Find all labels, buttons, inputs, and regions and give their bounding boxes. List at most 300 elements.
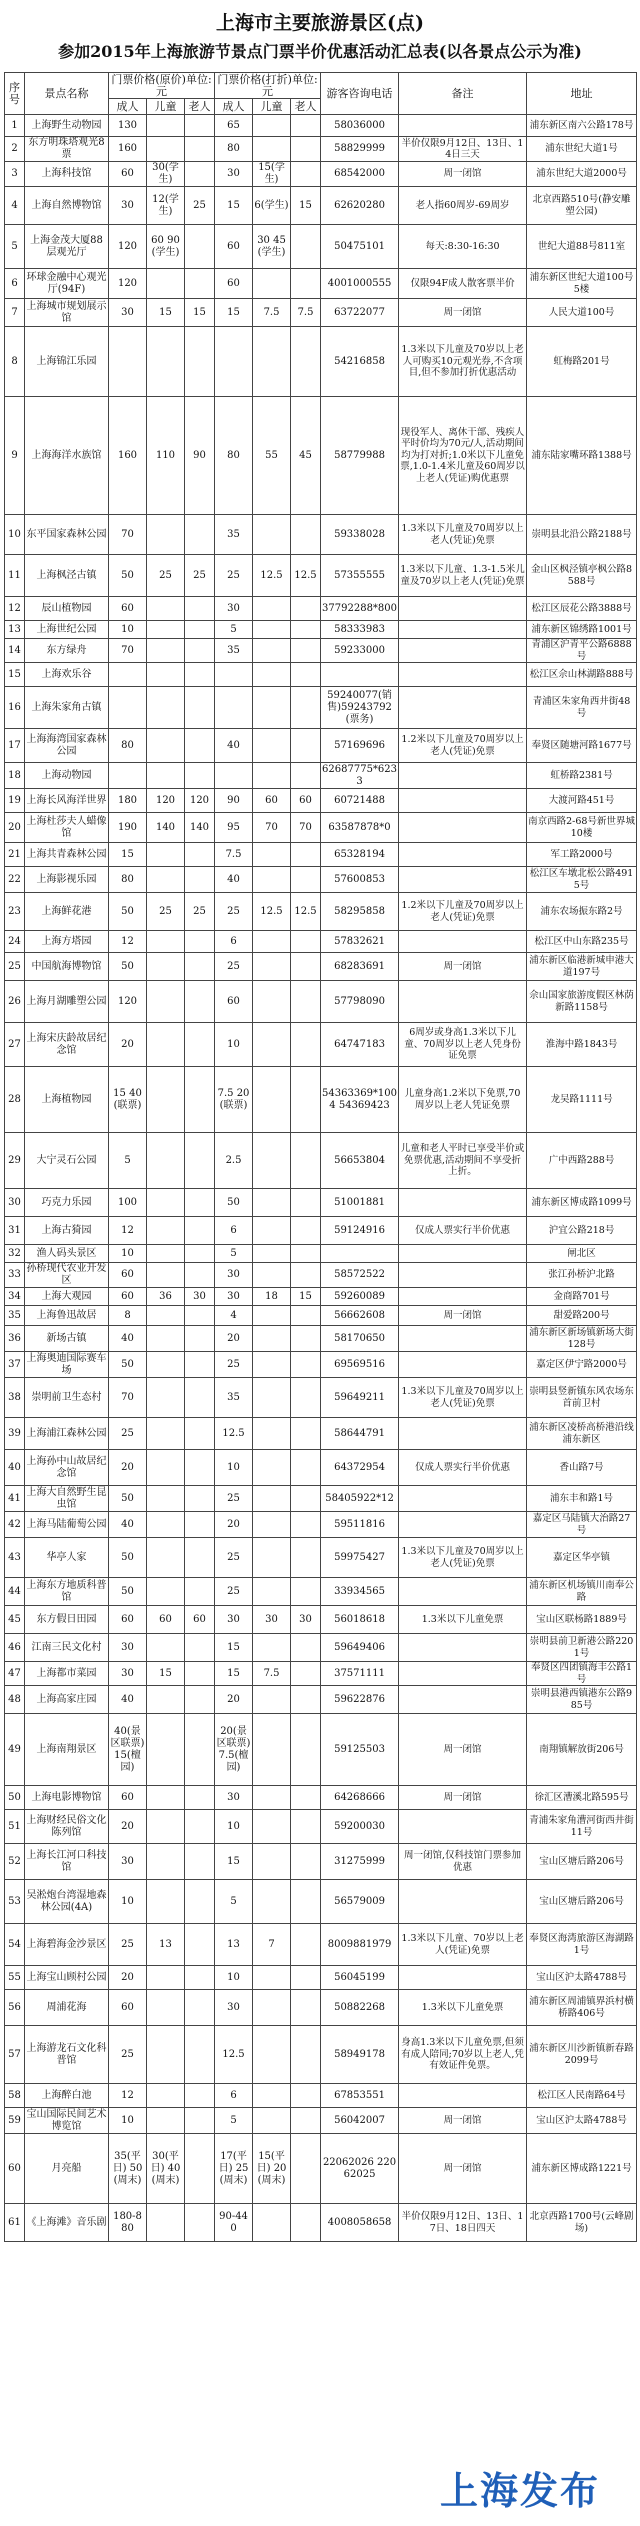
cell-orig-senior xyxy=(185,2026,215,2084)
cell-disc-senior xyxy=(291,2084,321,2108)
cell-disc-senior xyxy=(291,867,321,893)
table-row xyxy=(5,687,637,729)
table-row xyxy=(5,1844,637,1880)
cell-phone: 50882268 xyxy=(321,1990,399,2026)
cell-note: 老人指60周岁-69周岁 xyxy=(399,187,527,225)
cell-disc-child xyxy=(253,867,291,893)
cell-phone: 69569516 xyxy=(321,1352,399,1378)
cell-orig-senior xyxy=(185,1326,215,1352)
cell-orig-adult xyxy=(109,663,147,687)
cell-orig-senior xyxy=(185,1306,215,1326)
cell-disc-child xyxy=(253,1263,291,1288)
cell-orig-senior: 30 xyxy=(185,1288,215,1306)
cell-orig-senior xyxy=(185,687,215,729)
cell-disc-senior xyxy=(291,137,321,162)
cell-note: 1.3米以下儿童免票 xyxy=(399,1606,527,1634)
cell-disc-child xyxy=(253,2084,291,2108)
cell-disc-senior xyxy=(291,1378,321,1418)
cell-disc-adult: 20 xyxy=(215,1326,253,1352)
cell-orig-senior xyxy=(185,639,215,663)
cell-name: 东方假日田园 xyxy=(25,1606,109,1634)
cell-note: 1.2米以下儿童及70周岁以上老人(凭证)免票 xyxy=(399,729,527,763)
cell-disc-adult xyxy=(215,327,253,397)
cell-no: 6 xyxy=(5,269,25,299)
cell-orig-senior xyxy=(185,663,215,687)
cell-disc-child xyxy=(253,621,291,639)
cell-no: 17 xyxy=(5,729,25,763)
brand-watermark: 上海发布 xyxy=(439,2469,600,2513)
cell-note: 周一闭馆 xyxy=(399,2108,527,2134)
cell-phone: 56045199 xyxy=(321,1966,399,1990)
table-row xyxy=(5,1288,637,1306)
header-name: 景点名称 xyxy=(25,73,109,115)
cell-no: 58 xyxy=(5,2084,25,2108)
cell-note: 每天:8:30-16:30 xyxy=(399,225,527,269)
cell-orig-senior xyxy=(185,1512,215,1538)
cell-orig-adult: 70 xyxy=(109,639,147,663)
cell-orig-child xyxy=(147,2084,185,2108)
cell-phone: 58779988 xyxy=(321,397,399,515)
cell-orig-adult: 15 40(联票) xyxy=(109,1067,147,1133)
cell-disc-senior: 60 xyxy=(291,789,321,813)
cell-no: 30 xyxy=(5,1189,25,1217)
cell-no: 10 xyxy=(5,515,25,555)
cell-note: 半价仅限9月12日、13日、17日、18日四天 xyxy=(399,2204,527,2242)
cell-note: 1.3米以下儿童、70岁以上老人(凭证)免票 xyxy=(399,1924,527,1966)
cell-addr: 浦东陆家嘴环路1388号 xyxy=(527,397,637,515)
table-row xyxy=(5,397,637,515)
cell-addr: 松江区佘山林湖路888号 xyxy=(527,663,637,687)
cell-phone: 64372954 xyxy=(321,1450,399,1486)
cell-note xyxy=(399,1352,527,1378)
cell-disc-child xyxy=(253,1326,291,1352)
cell-note: 1.3米以下儿童及70周岁以上老人(凭证)免票 xyxy=(399,1538,527,1578)
cell-disc-adult: 20(景区联票) 7.5(檀园) xyxy=(215,1714,253,1786)
cell-disc-senior xyxy=(291,1450,321,1486)
cell-disc-adult: 40 xyxy=(215,729,253,763)
table-row xyxy=(5,1662,637,1686)
cell-phone: 59649211 xyxy=(321,1378,399,1418)
cell-no: 60 xyxy=(5,2134,25,2204)
cell-no: 18 xyxy=(5,763,25,789)
table-row xyxy=(5,931,637,953)
cell-orig-adult: 60 xyxy=(109,1990,147,2026)
cell-disc-child: 12.5 xyxy=(253,893,291,931)
cell-name: 华亭人家 xyxy=(25,1538,109,1578)
cell-no: 33 xyxy=(5,1263,25,1288)
cell-phone: 8009881979 xyxy=(321,1924,399,1966)
cell-orig-senior xyxy=(185,1924,215,1966)
cell-orig-child xyxy=(147,1352,185,1378)
cell-phone: 22062026 22062025 xyxy=(321,2134,399,2204)
cell-name: 上海游龙石文化科普馆 xyxy=(25,2026,109,2084)
cell-orig-child xyxy=(147,1263,185,1288)
cell-no: 37 xyxy=(5,1352,25,1378)
cell-orig-senior xyxy=(185,1786,215,1810)
cell-disc-adult: 15 xyxy=(215,187,253,225)
cell-orig-adult: 60 xyxy=(109,597,147,621)
cell-addr: 宝山区沪太路4788号 xyxy=(527,2108,637,2134)
cell-orig-adult: 5 xyxy=(109,1133,147,1189)
cell-disc-adult: 90-440 xyxy=(215,2204,253,2242)
cell-note xyxy=(399,597,527,621)
cell-disc-senior: 15 xyxy=(291,187,321,225)
cell-orig-adult: 20 xyxy=(109,1023,147,1067)
cell-orig-child: 25 xyxy=(147,893,185,931)
cell-addr: 虹梅路201号 xyxy=(527,327,637,397)
cell-orig-adult: 10 xyxy=(109,621,147,639)
cell-orig-child xyxy=(147,1189,185,1217)
cell-phone: 4008058658 xyxy=(321,2204,399,2242)
cell-addr: 淮海中路1843号 xyxy=(527,1023,637,1067)
cell-disc-senior xyxy=(291,931,321,953)
cell-disc-senior xyxy=(291,269,321,299)
cell-orig-adult: 60 xyxy=(109,1786,147,1810)
cell-disc-senior xyxy=(291,162,321,187)
discount-table xyxy=(4,72,637,2242)
cell-phone: 56662608 xyxy=(321,1306,399,1326)
cell-phone: 57355555 xyxy=(321,555,399,597)
cell-addr: 崇明县竖新镇东风农场东首前卫村 xyxy=(527,1378,637,1418)
cell-orig-child xyxy=(147,1023,185,1067)
cell-disc-child xyxy=(253,1714,291,1786)
cell-no: 38 xyxy=(5,1378,25,1418)
table-row xyxy=(5,1538,637,1578)
cell-orig-senior xyxy=(185,1486,215,1512)
cell-addr: 龙吴路1111号 xyxy=(527,1067,637,1133)
cell-note xyxy=(399,981,527,1023)
cell-orig-child xyxy=(147,1880,185,1924)
cell-no: 22 xyxy=(5,867,25,893)
cell-disc-senior xyxy=(291,1786,321,1810)
cell-orig-senior xyxy=(185,1189,215,1217)
cell-disc-child xyxy=(253,1966,291,1990)
cell-disc-child: 30 45(学生) xyxy=(253,225,291,269)
cell-no: 12 xyxy=(5,597,25,621)
cell-no: 52 xyxy=(5,1844,25,1880)
cell-note xyxy=(399,763,527,789)
table-row xyxy=(5,137,637,162)
cell-disc-senior xyxy=(291,1352,321,1378)
cell-no: 1 xyxy=(5,115,25,137)
cell-name: 上海醉白池 xyxy=(25,2084,109,2108)
cell-no: 24 xyxy=(5,931,25,953)
cell-name: 大宁灵石公园 xyxy=(25,1133,109,1189)
cell-orig-child: 36 xyxy=(147,1288,185,1306)
cell-addr: 南京西路2-68号新世界城10楼 xyxy=(527,813,637,843)
table-row xyxy=(5,327,637,397)
cell-orig-senior xyxy=(185,1217,215,1245)
cell-orig-child xyxy=(147,1538,185,1578)
cell-orig-child xyxy=(147,1786,185,1810)
cell-orig-child xyxy=(147,1486,185,1512)
cell-orig-child xyxy=(147,137,185,162)
cell-orig-senior xyxy=(185,137,215,162)
cell-disc-adult: 60 xyxy=(215,981,253,1023)
cell-phone: 58036000 xyxy=(321,115,399,137)
cell-name: 上海杜莎夫人蜡像馆 xyxy=(25,813,109,843)
cell-disc-child xyxy=(253,1844,291,1880)
cell-disc-child xyxy=(253,931,291,953)
cell-addr: 奉贤区随塘河路1677号 xyxy=(527,729,637,763)
cell-disc-senior xyxy=(291,597,321,621)
cell-orig-child xyxy=(147,981,185,1023)
cell-orig-child xyxy=(147,1306,185,1326)
cell-orig-adult: 120 xyxy=(109,225,147,269)
cell-phone: 64268666 xyxy=(321,1786,399,1810)
cell-note xyxy=(399,1512,527,1538)
cell-name: 东方绿舟 xyxy=(25,639,109,663)
table-row xyxy=(5,2108,637,2134)
table-row xyxy=(5,1189,637,1217)
cell-addr: 浦东新区世纪大道100号5楼 xyxy=(527,269,637,299)
cell-orig-child xyxy=(147,729,185,763)
cell-orig-senior xyxy=(185,729,215,763)
cell-disc-senior xyxy=(291,115,321,137)
cell-no: 42 xyxy=(5,1512,25,1538)
cell-disc-adult: 40 xyxy=(215,867,253,893)
cell-disc-adult: 12.5 xyxy=(215,2026,253,2084)
cell-disc-child: 6(学生) xyxy=(253,187,291,225)
cell-disc-senior: 12.5 xyxy=(291,555,321,597)
cell-orig-senior xyxy=(185,515,215,555)
cell-disc-child xyxy=(253,981,291,1023)
cell-phone: 58295858 xyxy=(321,893,399,931)
cell-disc-adult: 25 xyxy=(215,1538,253,1578)
cell-orig-senior xyxy=(185,115,215,137)
cell-disc-adult xyxy=(215,663,253,687)
cell-disc-adult: 5 xyxy=(215,2108,253,2134)
cell-addr: 宝山区塘后路206号 xyxy=(527,1844,637,1880)
cell-orig-adult xyxy=(109,687,147,729)
cell-name: 周浦花海 xyxy=(25,1990,109,2026)
cell-no: 5 xyxy=(5,225,25,269)
cell-disc-child: 15(平日) 20(周末) xyxy=(253,2134,291,2204)
table-row xyxy=(5,663,637,687)
cell-note xyxy=(399,1810,527,1844)
cell-note xyxy=(399,1880,527,1924)
table-row xyxy=(5,1486,637,1512)
cell-addr: 青浦区朱家角西井街48号 xyxy=(527,687,637,729)
cell-orig-adult: 25 xyxy=(109,2026,147,2084)
cell-phone: 64747183 xyxy=(321,1023,399,1067)
cell-addr: 浦东新区川沙新镇新春路2099号 xyxy=(527,2026,637,2084)
cell-name: 江南三民文化村 xyxy=(25,1634,109,1662)
cell-phone: 59975427 xyxy=(321,1538,399,1578)
cell-orig-senior xyxy=(185,1990,215,2026)
cell-orig-adult: 35(平日) 50(周末) xyxy=(109,2134,147,2204)
table-row xyxy=(5,2134,637,2204)
header-disc-child: 儿童 xyxy=(253,99,291,115)
cell-orig-adult: 50 xyxy=(109,1538,147,1578)
cell-name: 上海马陆葡萄公园 xyxy=(25,1512,109,1538)
cell-no: 44 xyxy=(5,1578,25,1606)
cell-note: 1.3米以下儿童、1.3-1.5米儿童及70岁以上老人(凭证)免票 xyxy=(399,555,527,597)
cell-disc-senior xyxy=(291,1512,321,1538)
cell-addr: 松江区车墩北松公路4915号 xyxy=(527,867,637,893)
cell-no: 14 xyxy=(5,639,25,663)
cell-name: 上海财经民俗文化陈列馆 xyxy=(25,1810,109,1844)
cell-note xyxy=(399,1686,527,1714)
table-row xyxy=(5,597,637,621)
cell-disc-child xyxy=(253,597,291,621)
cell-orig-adult: 40 xyxy=(109,1326,147,1352)
cell-phone: 33934565 xyxy=(321,1578,399,1606)
cell-orig-child xyxy=(147,115,185,137)
cell-orig-senior xyxy=(185,327,215,397)
cell-disc-senior xyxy=(291,621,321,639)
cell-orig-adult: 130 xyxy=(109,115,147,137)
cell-disc-child: 15(学生) xyxy=(253,162,291,187)
cell-disc-senior xyxy=(291,1418,321,1450)
cell-name: 上海电影博物馆 xyxy=(25,1786,109,1810)
cell-no: 20 xyxy=(5,813,25,843)
cell-disc-child xyxy=(253,115,291,137)
cell-orig-child xyxy=(147,931,185,953)
cell-phone: 57169696 xyxy=(321,729,399,763)
cell-disc-child xyxy=(253,1880,291,1924)
cell-addr: 浦东新区新场镇新场大街128号 xyxy=(527,1326,637,1352)
cell-disc-adult: 10 xyxy=(215,1023,253,1067)
cell-orig-child xyxy=(147,1634,185,1662)
cell-disc-senior xyxy=(291,1217,321,1245)
cell-orig-child: 60 xyxy=(147,1606,185,1634)
cell-orig-adult: 12 xyxy=(109,2084,147,2108)
table-row xyxy=(5,1686,637,1714)
cell-disc-senior xyxy=(291,1326,321,1352)
cell-orig-child xyxy=(147,1966,185,1990)
header-orig-child: 儿童 xyxy=(147,99,185,115)
cell-disc-child: 7.5 xyxy=(253,299,291,327)
cell-orig-senior xyxy=(185,269,215,299)
cell-note xyxy=(399,1263,527,1288)
cell-orig-adult: 15 xyxy=(109,843,147,867)
cell-note: 仅限94F成人散客票半价 xyxy=(399,269,527,299)
cell-disc-adult: 2.5 xyxy=(215,1133,253,1189)
cell-note: 周一闭馆 xyxy=(399,2134,527,2204)
cell-orig-senior xyxy=(185,1578,215,1606)
cell-orig-child: 30(学生) xyxy=(147,162,185,187)
cell-no: 56 xyxy=(5,1990,25,2026)
cell-disc-child: 7 xyxy=(253,1924,291,1966)
cell-disc-child: 30 xyxy=(253,1606,291,1634)
table-row xyxy=(5,1245,637,1263)
cell-orig-adult: 80 xyxy=(109,729,147,763)
cell-phone: 62620280 xyxy=(321,187,399,225)
cell-phone: 58572522 xyxy=(321,1263,399,1288)
cell-orig-child xyxy=(147,1844,185,1880)
table-row xyxy=(5,789,637,813)
cell-phone xyxy=(321,663,399,687)
cell-orig-adult: 160 xyxy=(109,137,147,162)
cell-orig-senior xyxy=(185,953,215,981)
cell-orig-senior: 140 xyxy=(185,813,215,843)
cell-disc-senior: 45 xyxy=(291,397,321,515)
cell-note: 周一闭馆 xyxy=(399,1714,527,1786)
cell-disc-senior xyxy=(291,1686,321,1714)
cell-name: 上海浦江森林公园 xyxy=(25,1418,109,1450)
cell-disc-adult: 25 xyxy=(215,893,253,931)
cell-disc-adult: 60 xyxy=(215,225,253,269)
cell-disc-child: 55 xyxy=(253,397,291,515)
table-row xyxy=(5,763,637,789)
cell-orig-senior xyxy=(185,1880,215,1924)
cell-note xyxy=(399,1288,527,1306)
cell-note xyxy=(399,1245,527,1263)
table-row xyxy=(5,729,637,763)
page-subtitle: 参加2015年上海旅游节景点门票半价优惠活动汇总表(以各景点公示为准) xyxy=(58,42,582,61)
cell-orig-senior xyxy=(185,2204,215,2242)
cell-no: 36 xyxy=(5,1326,25,1352)
table-row xyxy=(5,115,637,137)
cell-disc-senior xyxy=(291,2026,321,2084)
cell-name: 上海都市菜园 xyxy=(25,1662,109,1686)
cell-disc-adult: 17(平日) 25(周末) xyxy=(215,2134,253,2204)
cell-disc-adult: 10 xyxy=(215,1450,253,1486)
cell-orig-senior xyxy=(185,981,215,1023)
cell-no: 51 xyxy=(5,1810,25,1844)
cell-name: 上海野生动物园 xyxy=(25,115,109,137)
cell-disc-child xyxy=(253,269,291,299)
table-row xyxy=(5,953,637,981)
cell-phone: 59240077(销售)59243792(票务) xyxy=(321,687,399,729)
table-row xyxy=(5,1450,637,1486)
cell-note: 1.3米以下儿童及70岁以上老人可购买10元观光券,不含项目,但不参加打折优惠活动 xyxy=(399,327,527,397)
cell-phone: 57798090 xyxy=(321,981,399,1023)
cell-disc-adult: 30 xyxy=(215,1288,253,1306)
cell-note: 6周岁或身高1.3米以下儿童、70周岁以上老人凭身份证免票 xyxy=(399,1023,527,1067)
cell-orig-child xyxy=(147,621,185,639)
cell-note: 周一闭馆 xyxy=(399,1306,527,1326)
cell-addr: 人民大道100号 xyxy=(527,299,637,327)
cell-disc-senior xyxy=(291,1966,321,1990)
cell-orig-senior: 15 xyxy=(185,299,215,327)
cell-orig-child xyxy=(147,953,185,981)
cell-note: 半价仅限9月12日、13日、14日三天 xyxy=(399,137,527,162)
cell-disc-adult: 80 xyxy=(215,137,253,162)
cell-orig-senior xyxy=(185,867,215,893)
cell-name: 上海城市规划展示馆 xyxy=(25,299,109,327)
table-row xyxy=(5,1306,637,1326)
table-row xyxy=(5,1578,637,1606)
header-disc-senior: 老人 xyxy=(291,99,321,115)
cell-no: 11 xyxy=(5,555,25,597)
cell-no: 3 xyxy=(5,162,25,187)
cell-addr: 浦东丰和路1号 xyxy=(527,1486,637,1512)
cell-orig-senior xyxy=(185,843,215,867)
cell-orig-senior xyxy=(185,1378,215,1418)
cell-disc-child xyxy=(253,1538,291,1578)
cell-no: 40 xyxy=(5,1450,25,1486)
cell-note xyxy=(399,813,527,843)
cell-name: 东方明珠塔观光8票 xyxy=(25,137,109,162)
cell-orig-child xyxy=(147,1378,185,1418)
cell-note: 儿童身高1.2米以下免票,70周岁以上老人凭证免票 xyxy=(399,1067,527,1133)
cell-orig-adult: 120 xyxy=(109,981,147,1023)
table-row xyxy=(5,843,637,867)
cell-orig-adult: 8 xyxy=(109,1306,147,1326)
cell-addr: 嘉定区马陆镇大治路27号 xyxy=(527,1512,637,1538)
cell-orig-child xyxy=(147,1326,185,1352)
cell-orig-child xyxy=(147,597,185,621)
table-row xyxy=(5,555,637,597)
cell-disc-senior xyxy=(291,687,321,729)
cell-disc-senior xyxy=(291,953,321,981)
cell-orig-child xyxy=(147,1990,185,2026)
table-row xyxy=(5,1966,637,1990)
cell-addr: 崇明县前卫新港公路2201号 xyxy=(527,1634,637,1662)
header-disc-price: 门票价格(打折)单位:元 xyxy=(215,73,321,99)
